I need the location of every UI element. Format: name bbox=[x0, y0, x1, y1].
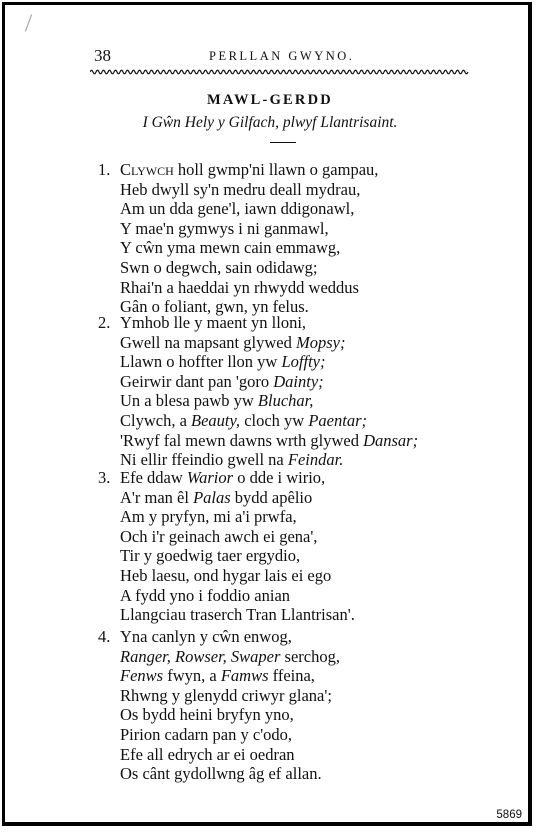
verse-line: Rhai'n a haeddai yn rhwydd weddus bbox=[120, 277, 359, 297]
verse-line: Rhwng y glenydd criwyr glana'; bbox=[120, 685, 332, 705]
verse-line: 'Rwyf fal mewn dawns wrth glywed Dansar; bbox=[120, 430, 419, 450]
verse-line: Tir y goedwig taer ergydio, bbox=[120, 546, 301, 566]
verse-line: Ymhob lle y maent yn lloni, bbox=[120, 313, 307, 332]
verse-line: Llangciau traserch Tran Llantrisan'. bbox=[120, 605, 355, 625]
title-rule bbox=[270, 142, 296, 143]
stanza-number: 2. bbox=[98, 313, 111, 332]
verse-line: Swn o degwch, sain odidawg; bbox=[120, 258, 318, 277]
verse-line: Efe ddaw Warior o dde i wirio, bbox=[120, 468, 326, 487]
verse-line: A fydd yno i foddio anian bbox=[120, 585, 291, 605]
verse-line: Heb laesu, ond hygar lais ei ego bbox=[120, 566, 332, 585]
verse-line: Gwell na mapsant glywed Mopsy; bbox=[120, 332, 346, 352]
verse-line: Efe all edrych ar ei oedran bbox=[120, 744, 295, 764]
verse-line: Os bydd heini bryfyn yno, bbox=[120, 705, 294, 725]
stanza-number: 4. bbox=[98, 627, 111, 646]
verse-line: Heb dwyll sy'n medru deall mydrau, bbox=[120, 179, 361, 199]
verse-line: A'r man êl Palas bydd apêlio bbox=[120, 487, 313, 507]
verse-line: Clywch, a Beauty, cloch yw Paentar; bbox=[120, 411, 367, 430]
verse-line: Llawn o hoffter llon yw Loffty; bbox=[120, 352, 326, 372]
running-title: PERLLAN GWYNO. bbox=[209, 49, 355, 63]
poem-subtitle: I Gŵn Hely y Gilfach, plwyf Llantrisaint. bbox=[142, 114, 398, 131]
verse-line: Os cânt gydollwng âg ef allan. bbox=[120, 764, 322, 784]
poem-title: MAWL-GERDD bbox=[207, 92, 333, 108]
stanza-number: 1. bbox=[98, 160, 111, 179]
verse-line: Am y pryfyn, mi a'i prwfa, bbox=[120, 507, 297, 527]
verse-line: Yna canlyn y cŵn enwog, bbox=[120, 627, 292, 646]
verse-line: Clywch holl gwmp'ni llawn o gampau, bbox=[120, 160, 379, 179]
verse-line: Fenws fwyn, a Famws ffeina, bbox=[120, 666, 315, 686]
verse-line: Och i'r geinach awch ei gena', bbox=[120, 526, 318, 546]
verse-line: Geirwir dant pan 'goro Dainty; bbox=[120, 371, 324, 391]
verse-line: Ni ellir ffeindio gwell na Feindar. bbox=[120, 450, 344, 470]
verse-line: Pirion cadarn pan y c'odo, bbox=[120, 725, 293, 744]
wavy-rule bbox=[90, 68, 470, 76]
verse-line: Gân o foliant, gwn, yn felus. bbox=[120, 297, 309, 317]
running-head bbox=[94, 46, 474, 68]
stanza-number: 3. bbox=[98, 468, 111, 487]
page-number: 38 bbox=[94, 46, 111, 65]
scan-id: 5869 bbox=[496, 809, 522, 821]
verse-line: Y cŵn yma mewn cain emmawg, bbox=[120, 238, 341, 258]
verse-line: Un a blesa pawb yw Bluchar, bbox=[120, 391, 314, 411]
verse-line: Am un dda gene'l, iawn ddigonawl, bbox=[120, 199, 355, 219]
verse-line: Y mae'n gymwys i ni ganmawl, bbox=[120, 218, 329, 238]
verse-line: Ranger, Rowser, Swaper serchog, bbox=[120, 646, 340, 666]
